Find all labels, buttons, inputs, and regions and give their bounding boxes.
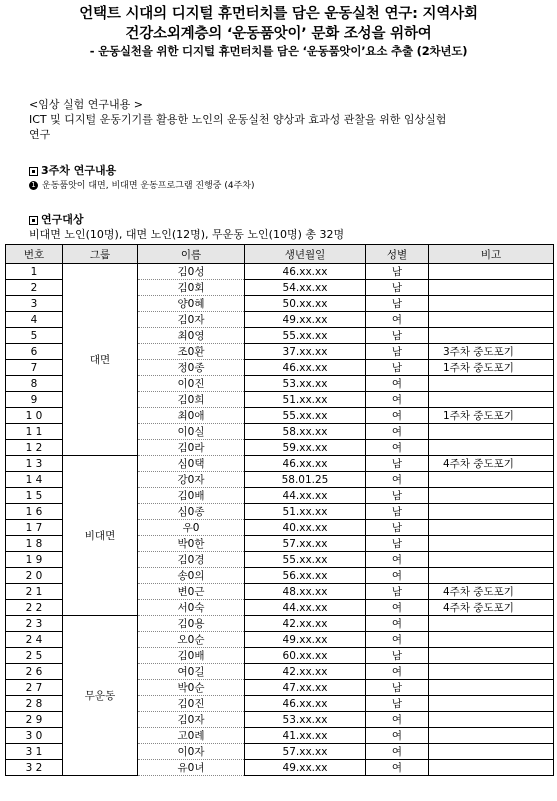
cell-birthdate: 49.xx.xx	[245, 760, 366, 776]
table-row	[6, 264, 554, 280]
cell-birthdate: 48.xx.xx	[245, 584, 366, 600]
cell-gender: 여	[366, 568, 429, 584]
cell-gender: 남	[366, 584, 429, 600]
cell-number: 5	[6, 328, 63, 344]
clinical-heading: <임상 실험 연구내용 >	[29, 98, 143, 111]
cell-note	[429, 616, 554, 632]
table-body	[6, 264, 554, 776]
cell-note	[429, 536, 554, 552]
cell-birthdate: 46.xx.xx	[245, 264, 366, 280]
clinical-text-line-2: 연구	[29, 128, 51, 141]
cell-note	[429, 664, 554, 680]
cell-gender: 여	[366, 440, 429, 456]
cell-note: 3주차 중도포기	[429, 344, 554, 360]
cell-note: 4주차 중도포기	[429, 584, 554, 600]
document-title-line-1: 언택트 시대의 디지털 휴먼터치를 담은 운동실천 연구: 지역사회	[79, 6, 478, 22]
cell-note	[429, 648, 554, 664]
header-group: 그룹	[63, 245, 138, 264]
cell-name: 이0자	[138, 744, 245, 760]
cell-gender: 여	[366, 712, 429, 728]
cell-gender: 여	[366, 616, 429, 632]
cell-name: 우0	[138, 520, 245, 536]
cell-birthdate: 56.xx.xx	[245, 568, 366, 584]
cell-birthdate: 57.xx.xx	[245, 744, 366, 760]
cell-gender: 남	[366, 536, 429, 552]
cell-note	[429, 760, 554, 776]
cell-birthdate: 57.xx.xx	[245, 536, 366, 552]
header-number: 번호	[6, 245, 63, 264]
cell-name: 박0순	[138, 680, 245, 696]
cell-gender: 남	[366, 648, 429, 664]
cell-gender: 여	[366, 664, 429, 680]
cell-birthdate: 54.xx.xx	[245, 280, 366, 296]
week3-heading: 3주차 연구내용	[41, 164, 117, 177]
square-bullet-icon	[29, 216, 38, 225]
cell-number: 7	[6, 360, 63, 376]
cell-gender: 남	[366, 264, 429, 280]
cell-note	[429, 568, 554, 584]
cell-birthdate: 55.xx.xx	[245, 408, 366, 424]
cell-gender: 남	[366, 328, 429, 344]
table-header-row	[6, 245, 554, 264]
cell-number: 3 2	[6, 760, 63, 776]
cell-gender: 여	[366, 392, 429, 408]
numbered-bullet-icon: 1	[29, 181, 38, 190]
cell-number: 1 5	[6, 488, 63, 504]
cell-note	[429, 296, 554, 312]
cell-birthdate: 60.xx.xx	[245, 648, 366, 664]
cell-name: 김0배	[138, 648, 245, 664]
subjects-heading-row	[29, 211, 84, 227]
cell-birthdate: 46.xx.xx	[245, 456, 366, 472]
cell-note	[429, 280, 554, 296]
cell-birthdate: 37.xx.xx	[245, 344, 366, 360]
cell-gender: 여	[366, 312, 429, 328]
cell-note	[429, 264, 554, 280]
cell-name: 오0순	[138, 632, 245, 648]
cell-birthdate: 58.01.25	[245, 472, 366, 488]
cell-note	[429, 680, 554, 696]
cell-group: 대면	[63, 264, 138, 456]
cell-number: 2 8	[6, 696, 63, 712]
cell-gender: 남	[366, 344, 429, 360]
cell-name: 변0근	[138, 584, 245, 600]
cell-name: 박0한	[138, 536, 245, 552]
cell-group: 비대면	[63, 456, 138, 616]
cell-birthdate: 50.xx.xx	[245, 296, 366, 312]
cell-birthdate: 42.xx.xx	[245, 616, 366, 632]
cell-note	[429, 520, 554, 536]
cell-number: 2 6	[6, 664, 63, 680]
subjects-table	[5, 244, 554, 776]
cell-birthdate: 55.xx.xx	[245, 552, 366, 568]
cell-gender: 남	[366, 680, 429, 696]
cell-gender: 남	[366, 488, 429, 504]
cell-gender: 여	[366, 408, 429, 424]
cell-birthdate: 53.xx.xx	[245, 376, 366, 392]
cell-gender: 여	[366, 728, 429, 744]
cell-number: 2 2	[6, 600, 63, 616]
cell-gender: 여	[366, 472, 429, 488]
table-row	[6, 616, 554, 632]
cell-note	[429, 632, 554, 648]
cell-note	[429, 712, 554, 728]
cell-note	[429, 440, 554, 456]
cell-birthdate: 51.xx.xx	[245, 392, 366, 408]
cell-gender: 남	[366, 296, 429, 312]
cell-note	[429, 376, 554, 392]
cell-name: 김0경	[138, 552, 245, 568]
cell-birthdate: 55.xx.xx	[245, 328, 366, 344]
cell-name: 여0길	[138, 664, 245, 680]
cell-birthdate: 46.xx.xx	[245, 696, 366, 712]
cell-name: 유0녀	[138, 760, 245, 776]
cell-note	[429, 488, 554, 504]
cell-name: 김0라	[138, 440, 245, 456]
cell-note: 1주차 중도포기	[429, 360, 554, 376]
cell-number: 8	[6, 376, 63, 392]
cell-number: 3 0	[6, 728, 63, 744]
cell-number: 2 4	[6, 632, 63, 648]
cell-number: 1 3	[6, 456, 63, 472]
cell-number: 2 5	[6, 648, 63, 664]
cell-name: 김0자	[138, 312, 245, 328]
cell-birthdate: 41.xx.xx	[245, 728, 366, 744]
cell-gender: 여	[366, 552, 429, 568]
document-title-line-2: 건강소외계층의 ‘운동품앗이’ 문화 조성을 위하여	[125, 26, 432, 42]
cell-number: 1 7	[6, 520, 63, 536]
cell-note	[429, 744, 554, 760]
cell-number: 3	[6, 296, 63, 312]
cell-note	[429, 472, 554, 488]
cell-number: 1 2	[6, 440, 63, 456]
square-bullet-icon	[29, 167, 38, 176]
cell-name: 이0진	[138, 376, 245, 392]
cell-name: 김0회	[138, 280, 245, 296]
cell-gender: 여	[366, 600, 429, 616]
document-subtitle: - 운동실천을 위한 디지털 휴먼터치를 담은 ‘운동품앗이’요소 추출 (2차년도)	[89, 44, 468, 58]
cell-note	[429, 392, 554, 408]
cell-number: 6	[6, 344, 63, 360]
clinical-text-line-1: ICT 및 디지털 운동기기를 활용한 노인의 운동실천 양상과 효과성 관찰을 위한 임상실험	[29, 113, 447, 126]
cell-note: 4주차 중도포기	[429, 456, 554, 472]
cell-note	[429, 728, 554, 744]
cell-name: 양0혜	[138, 296, 245, 312]
cell-note	[429, 328, 554, 344]
cell-name: 김0용	[138, 616, 245, 632]
cell-birthdate: 49.xx.xx	[245, 632, 366, 648]
cell-birthdate: 58.xx.xx	[245, 424, 366, 440]
header-name: 이름	[138, 245, 245, 264]
cell-number: 1 0	[6, 408, 63, 424]
cell-gender: 여	[366, 760, 429, 776]
cell-number: 1 1	[6, 424, 63, 440]
cell-group: 무운동	[63, 616, 138, 776]
cell-number: 1 9	[6, 552, 63, 568]
cell-gender: 남	[366, 520, 429, 536]
cell-name: 김0자	[138, 712, 245, 728]
cell-name: 김0배	[138, 488, 245, 504]
cell-name: 김0성	[138, 264, 245, 280]
cell-name: 고0례	[138, 728, 245, 744]
cell-note: 4주차 중도포기	[429, 600, 554, 616]
cell-number: 2 7	[6, 680, 63, 696]
cell-note	[429, 504, 554, 520]
header-gender: 성별	[366, 245, 429, 264]
cell-number: 2 1	[6, 584, 63, 600]
cell-number: 2 9	[6, 712, 63, 728]
cell-number: 2 3	[6, 616, 63, 632]
cell-name: 김0희	[138, 392, 245, 408]
cell-gender: 여	[366, 424, 429, 440]
week3-heading-row	[29, 162, 116, 178]
cell-number: 2	[6, 280, 63, 296]
week3-bullet-row	[29, 178, 255, 191]
week3-bullet-text: 운동품앗이 대면, 비대면 운동프로그램 진행중 (4주차)	[42, 181, 255, 191]
cell-gender: 여	[366, 376, 429, 392]
cell-birthdate: 47.xx.xx	[245, 680, 366, 696]
header-birthdate: 생년월일	[245, 245, 366, 264]
cell-name: 최0애	[138, 408, 245, 424]
cell-gender: 남	[366, 504, 429, 520]
cell-note	[429, 552, 554, 568]
header-note: 비고	[429, 245, 554, 264]
cell-birthdate: 49.xx.xx	[245, 312, 366, 328]
cell-number: 1	[6, 264, 63, 280]
cell-name: 최0영	[138, 328, 245, 344]
cell-name: 심0택	[138, 456, 245, 472]
cell-name: 서0숙	[138, 600, 245, 616]
cell-gender: 여	[366, 632, 429, 648]
cell-birthdate: 59.xx.xx	[245, 440, 366, 456]
cell-birthdate: 46.xx.xx	[245, 360, 366, 376]
cell-number: 1 6	[6, 504, 63, 520]
cell-note	[429, 312, 554, 328]
subjects-heading: 연구대상	[41, 213, 84, 226]
cell-gender: 여	[366, 744, 429, 760]
cell-number: 9	[6, 392, 63, 408]
cell-number: 3 1	[6, 744, 63, 760]
cell-note	[429, 696, 554, 712]
cell-number: 4	[6, 312, 63, 328]
cell-birthdate: 51.xx.xx	[245, 504, 366, 520]
cell-name: 정0종	[138, 360, 245, 376]
cell-gender: 남	[366, 696, 429, 712]
cell-name: 김0진	[138, 696, 245, 712]
cell-name: 송0의	[138, 568, 245, 584]
cell-birthdate: 53.xx.xx	[245, 712, 366, 728]
cell-birthdate: 44.xx.xx	[245, 488, 366, 504]
cell-number: 1 8	[6, 536, 63, 552]
cell-number: 2 0	[6, 568, 63, 584]
cell-birthdate: 42.xx.xx	[245, 664, 366, 680]
cell-name: 심0종	[138, 504, 245, 520]
cell-note: 1주차 중도포기	[429, 408, 554, 424]
subjects-summary: 비대면 노인(10명), 대면 노인(12명), 무운동 노인(10명) 총 32명	[29, 228, 345, 241]
cell-note	[429, 424, 554, 440]
cell-name: 조0환	[138, 344, 245, 360]
cell-gender: 남	[366, 456, 429, 472]
cell-gender: 남	[366, 280, 429, 296]
cell-name: 이0실	[138, 424, 245, 440]
cell-name: 강0자	[138, 472, 245, 488]
cell-number: 1 4	[6, 472, 63, 488]
cell-birthdate: 40.xx.xx	[245, 520, 366, 536]
table-row	[6, 456, 554, 472]
cell-gender: 남	[366, 360, 429, 376]
cell-birthdate: 44.xx.xx	[245, 600, 366, 616]
